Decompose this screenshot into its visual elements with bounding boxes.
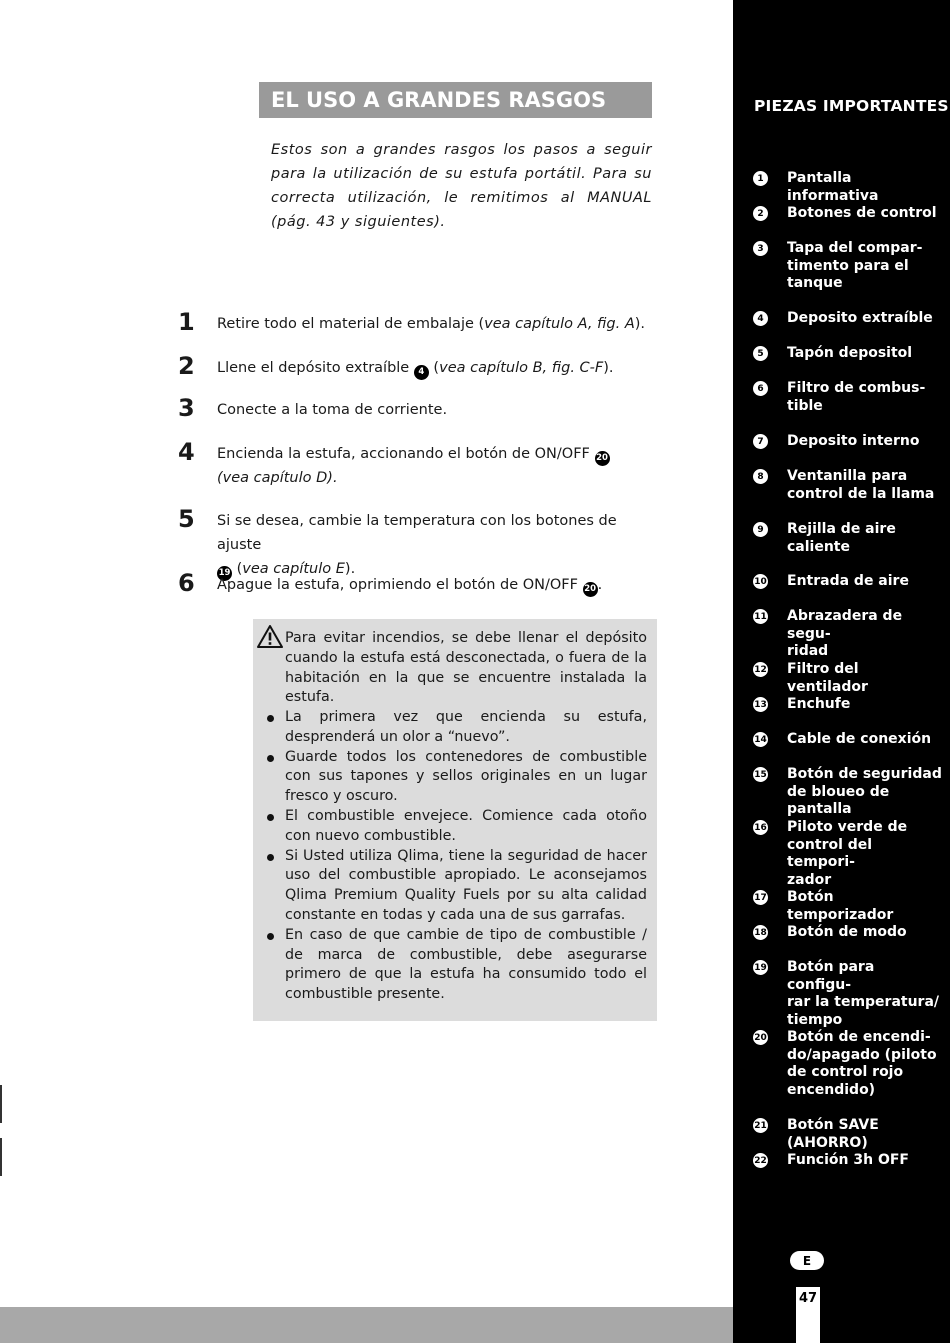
part-label: Función 3h OFF (787, 1152, 909, 1168)
part-item (753, 1117, 943, 1152)
part-reference: 19 (217, 566, 232, 581)
bullet-icon (267, 715, 274, 722)
warning-item: Si Usted utiliza Qlima, tiene la seguridad de hacer uso del combustible apropiado. Le aconsejamos Qlima Premium Quality Fuels por su alta calidad constante en todas y cada una de sus garrafas. (285, 847, 647, 926)
warning-item: Guarde todos los contenedores de combustible con sus tapones y sellos originales en un lugar fresco y oscuro. (285, 748, 647, 807)
step-number: 4 (178, 438, 195, 466)
part-number: 13 (753, 697, 768, 712)
part-label: Ventanilla para control de la llama (787, 468, 935, 502)
part-number: 8 (753, 469, 768, 484)
part-item (753, 889, 943, 924)
part-item (753, 924, 943, 942)
warning-triangle-icon (256, 624, 284, 649)
step-text: Si se desea, cambie la temperatura con los botones de ajuste 19 (vea capítulo E). (217, 509, 657, 581)
part-item (753, 345, 943, 363)
warning-item: El combustible envejece. Comience cada otoño con nuevo combustible. (285, 807, 647, 847)
bullet-icon (267, 933, 274, 940)
part-label: Abrazadera de segu- ridad (787, 608, 903, 659)
part-item (753, 696, 943, 714)
part-number: 17 (753, 890, 768, 905)
part-number: 4 (753, 311, 768, 326)
part-label: Filtro de combus- tible (787, 380, 926, 414)
part-reference: 4 (414, 365, 429, 380)
part-number: 9 (753, 522, 768, 537)
part-item (753, 959, 943, 1029)
part-label: Enchufe (787, 696, 851, 712)
part-reference: 20 (583, 582, 598, 597)
part-item (753, 170, 943, 205)
part-number: 10 (753, 574, 768, 589)
part-number: 5 (753, 346, 768, 361)
part-item (753, 521, 943, 556)
page-number: 47 (796, 1287, 820, 1343)
part-number: 12 (753, 662, 768, 677)
part-number: 20 (753, 1030, 768, 1045)
step-text: Encienda la estufa, accionando el botón de ON/OFF 20 (vea capítulo D). (217, 446, 608, 486)
page-title: EL USO A GRANDES RASGOS (259, 82, 652, 118)
part-number: 19 (753, 960, 768, 975)
step-text: Apague la estufa, oprimiendo el botón de ON/OFF 20 . (217, 573, 657, 597)
edge-mark (0, 1085, 2, 1123)
part-number: 1 (753, 171, 768, 186)
step-number: 3 (178, 394, 195, 422)
part-label: Botón temporizador (787, 889, 894, 923)
part-number: 16 (753, 820, 768, 835)
sidebar-title: PIEZAS IMPORTANTES (754, 97, 949, 115)
part-number: 2 (753, 206, 768, 221)
step-number: 1 (178, 308, 195, 336)
part-label: Cable de conexión (787, 731, 932, 747)
part-item (753, 661, 943, 696)
part-label: Piloto verde de control del tempori- zador (787, 819, 908, 888)
part-item (753, 573, 943, 591)
edge-mark (0, 1138, 2, 1176)
footer-bar (0, 1307, 733, 1343)
warning-item: En caso de que cambie de tipo de combustible / de marca de combustible, debe asegurarse primero de que la estufa ha consumido todo el combustible presente. (285, 926, 647, 1005)
bullet-icon (267, 854, 274, 861)
warning-text: Para evitar incendios, se debe llenar el depósito cuando la estufa está desconectada, o fuera de la habitación en la que se encuentre instalada la estufa. (285, 630, 647, 706)
part-number: 18 (753, 925, 768, 940)
parts-sidebar (733, 0, 950, 1343)
step-number: 6 (178, 569, 195, 597)
part-label: Filtro del ventilador (787, 661, 868, 695)
part-label: Tapa del compar- timento para el tanque (787, 240, 923, 291)
part-label: Rejilla de aire caliente (787, 521, 896, 555)
part-number: 22 (753, 1153, 768, 1168)
part-number: 14 (753, 732, 768, 747)
part-item (753, 1152, 943, 1170)
part-number: 3 (753, 241, 768, 256)
part-number: 6 (753, 381, 768, 396)
part-label: Botón para configu- rar la temperatura/ tiempo (787, 959, 940, 1028)
part-number: 15 (753, 767, 768, 782)
part-item (753, 766, 943, 819)
part-item (753, 608, 943, 661)
part-item (753, 819, 943, 889)
part-number: 21 (753, 1118, 768, 1133)
step-number: 5 (178, 505, 195, 533)
part-item (753, 468, 943, 503)
bullet-icon (267, 814, 274, 821)
part-label: Pantalla informativa (787, 170, 879, 204)
part-label: Tapón depositol (787, 345, 913, 361)
part-label: Botón SAVE (AHORRO) (787, 1117, 879, 1151)
step-number: 2 (178, 352, 195, 380)
part-item (753, 205, 943, 223)
part-item (753, 1029, 943, 1099)
part-label: Botones de control (787, 205, 937, 221)
part-label: Deposito extraíble (787, 310, 933, 326)
part-item (753, 240, 943, 293)
part-reference: 20 (595, 451, 610, 466)
warning-item: La primera vez que encienda su estufa, desprenderá un olor a “nuevo”. (285, 708, 647, 748)
part-item (753, 731, 943, 749)
language-badge: E (790, 1251, 824, 1270)
part-number: 7 (753, 434, 768, 449)
warning-box (253, 619, 657, 1021)
part-label: Entrada de aire (787, 573, 909, 589)
part-label: Botón de encendi- do/apagado (piloto de control rojo encendido) (787, 1029, 937, 1098)
step-text: Retire todo el material de embalaje (vea capítulo A, fig. A). (217, 316, 646, 332)
part-item (753, 380, 943, 415)
part-label: Botón de seguridad de bloueo de pantalla (787, 766, 942, 817)
part-number: 11 (753, 609, 768, 624)
warning-list (285, 708, 647, 1005)
part-item (753, 433, 943, 451)
bullet-icon (267, 755, 274, 762)
part-label: Botón de modo (787, 924, 907, 940)
step-text: Llene el depósito extraíble 4 (vea capítulo B, fig. C-F). (217, 356, 657, 380)
intro-paragraph: Estos son a grandes rasgos los pasos a seguir para la utilización de su estufa portátil. Para su correcta utilización, le remitimos al MANUAL (pág. 43 y siguientes). (271, 142, 652, 230)
part-label: Deposito interno (787, 433, 920, 449)
part-item (753, 310, 943, 328)
step-text: Conecte a la toma de corriente. (217, 402, 448, 418)
